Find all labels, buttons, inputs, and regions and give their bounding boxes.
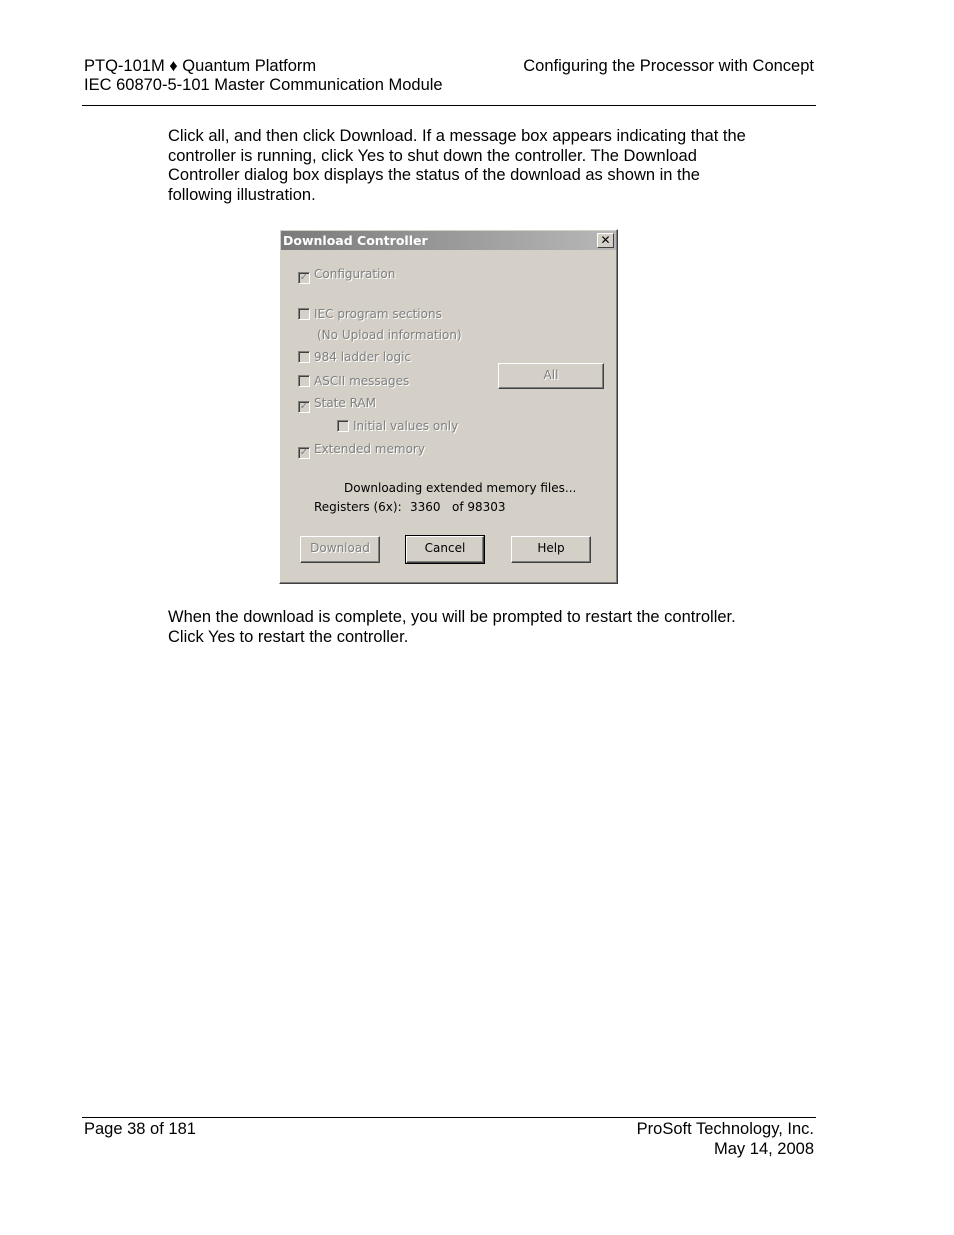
footer-right bbox=[637, 1120, 814, 1159]
all-button[interactable]: All bbox=[498, 363, 604, 389]
download-status: Downloading extended memory files... bbox=[344, 481, 577, 495]
footer-company: ProSoft Technology, Inc. bbox=[636, 1120, 814, 1138]
registers-total: of 98303 bbox=[452, 500, 506, 514]
checkmark-icon: ✓ bbox=[299, 401, 309, 412]
checkbox-box bbox=[337, 420, 349, 432]
checkbox-state-ram[interactable] bbox=[298, 396, 376, 412]
checkbox-label: IEC program sections bbox=[314, 307, 442, 321]
checkmark-icon: ✓ bbox=[299, 272, 309, 283]
download-controller-dialog bbox=[279, 229, 618, 584]
header-section-title: Configuring the Processor with Concept bbox=[523, 57, 814, 75]
intro-paragraph: Click all, and then click Download. If a message box appears indicating that the controller is running, click Yes to shut down the controller. The Download Controller dialog box displays the status of the download as shown in the following illustration. bbox=[168, 127, 746, 204]
checkbox-box bbox=[298, 308, 310, 320]
checkbox-iec-program-sections[interactable] bbox=[298, 307, 442, 323]
dialog-titlebar bbox=[281, 231, 616, 250]
checkbox-label: Configuration bbox=[314, 267, 396, 281]
dialog-title: Download Controller bbox=[283, 233, 428, 248]
checkbox-label: ASCII messages bbox=[314, 374, 410, 388]
checkbox-box bbox=[298, 351, 310, 363]
footer-date: May 14, 2008 bbox=[714, 1139, 814, 1158]
page-number: Page 38 of 181 bbox=[84, 1120, 196, 1138]
footer-rule bbox=[82, 1117, 816, 1118]
checkbox-ascii-messages[interactable] bbox=[298, 374, 409, 390]
registers-value: 3360 bbox=[410, 500, 441, 514]
registers-label: Registers (6x): bbox=[314, 500, 402, 514]
checkbox-extended-memory[interactable] bbox=[298, 442, 425, 458]
header-module: IEC 60870-5-101 Master Communication Module bbox=[84, 76, 443, 94]
header-product: PTQ-101M ♦ Quantum Platform bbox=[84, 57, 317, 75]
close-icon[interactable]: ✕ bbox=[597, 233, 614, 248]
header-left bbox=[84, 57, 443, 95]
checkbox-984-ladder-logic[interactable] bbox=[298, 350, 411, 366]
help-button[interactable]: Help bbox=[511, 536, 591, 563]
checkbox-initial-values-only[interactable] bbox=[337, 419, 458, 435]
no-upload-note: (No Upload information) bbox=[317, 328, 462, 342]
header-rule bbox=[82, 105, 816, 106]
checkbox-label: Extended memory bbox=[314, 442, 425, 456]
closing-paragraph: When the download is complete, you will be prompted to restart the controller. Click Yes to restart the controller. bbox=[168, 608, 736, 646]
checkmark-icon: ✓ bbox=[299, 447, 309, 458]
checkbox-label: Initial values only bbox=[353, 419, 459, 433]
checkbox-configuration[interactable] bbox=[298, 267, 395, 283]
download-button[interactable]: Download bbox=[300, 536, 380, 563]
cancel-button[interactable]: Cancel bbox=[406, 536, 484, 563]
checkbox-label: 984 ladder logic bbox=[314, 350, 411, 364]
checkbox-box bbox=[298, 375, 310, 387]
checkbox-label: State RAM bbox=[314, 396, 376, 410]
